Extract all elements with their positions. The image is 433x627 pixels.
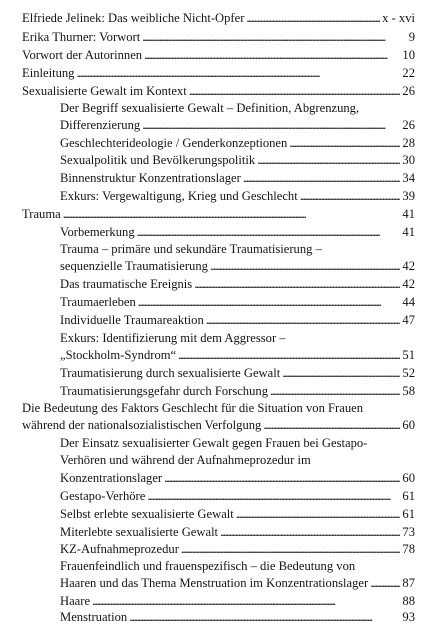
toc-entry-title: „Stockholm-Syndrom“ [60,348,177,362]
toc-entry-page: 28 [402,136,415,150]
toc-entry-page: 44 [402,295,415,309]
toc-entry-title: Geschlechterideologie / Genderkonzeptionen [60,136,288,150]
toc-entry-title: Haare [60,594,91,608]
toc-entry-page: x - xvi [382,11,415,25]
toc-entry-title-line1: Der Einsatz sexualisierter Gewalt gegen Frauen bei Gestapo- [60,436,368,450]
dot-leader [300,188,401,204]
toc-entry-page: 22 [402,66,415,80]
toc-entry-page: 34 [402,171,415,185]
toc-entry-traumatisierung-sexualisierte-gewalt[interactable] [0,365,433,381]
toc-entry-title-line1: Exkurs: Identifizierung mit dem Aggressor – [60,331,286,345]
toc-entry-title: Traumatisierungsgefahr durch Forschung [60,384,268,398]
toc-entry-gestapo-verhoere[interactable] [0,488,433,504]
dot-leader [142,117,400,133]
toc-entry-title: Traumatisierung durch sexualisierte Gewalt [60,366,281,380]
toc-entry-jelinek[interactable] [0,10,433,26]
toc-entry-selbst-erlebte-gewalt[interactable] [0,506,433,522]
toc-entry-title: Erika Thurner: Vorwort [22,30,141,44]
dot-leader [63,206,401,222]
toc-entry-einleitung[interactable] [0,65,433,81]
toc-entry-vorbemerkung[interactable] [0,224,433,240]
toc-entry-page: 26 [402,84,415,98]
dot-leader [257,152,400,168]
dot-leader [194,276,400,292]
dot-leader [92,593,400,609]
toc-entry-page: 10 [402,48,415,62]
dot-leader [142,29,406,45]
toc-entry-bedeutung-faktor-geschlecht[interactable] [0,400,433,434]
toc-entry-kz-aufnahmeprozedur[interactable] [0,541,433,557]
toc-entry-page: 47 [402,313,415,327]
toc-entry-page: 60 [402,471,415,485]
dot-leader [236,506,401,522]
toc-entry-title: Traumaerleben [60,295,136,309]
toc-entry-title: Gestapo-Verhöre [60,489,146,503]
toc-entry-title-line2: Verhören und während der Aufnahmeprozedur im [60,453,311,467]
toc-entry-title: KZ-Aufnahmeprozedur [60,542,179,556]
toc-entry-page: 61 [402,489,415,503]
toc-entry-vorwort-autorinnen[interactable] [0,47,433,63]
toc-entry-title: Selbst erlebte sexualisierte Gewalt [60,507,234,521]
toc-entry-page: 41 [402,207,415,221]
toc-entry-geschlechterideologie[interactable] [0,135,433,151]
dot-leader [129,609,400,625]
dot-leader [210,258,400,274]
dot-leader [189,83,401,99]
toc-entry-thurner[interactable] [0,29,433,45]
toc-entry-title: Individuelle Traumareaktion [60,313,204,327]
dot-leader [243,170,401,186]
toc-entry-page: 41 [402,225,415,239]
toc-entry-title: während der nationalsozialistischen Verfolgung [22,418,262,432]
toc-entry-page: 42 [402,277,415,291]
toc-entry-page: 9 [408,30,415,44]
toc-entry-page: 88 [402,594,415,608]
toc-entry-exkurs-aggressor[interactable] [0,330,433,364]
toc-entry-individuelle-traumareaktion[interactable] [0,312,433,328]
toc-entry-title: sequenzielle Traumatisierung [60,259,208,273]
toc-entry-title: Exkurs: Vergewaltigung, Krieg und Geschlecht [60,189,298,203]
dot-leader [137,224,401,240]
toc-entry-page: 78 [402,542,415,556]
dot-leader [220,524,400,540]
dot-leader [164,470,400,486]
dot-leader [181,541,401,557]
toc-entry-title: Binnenstruktur Konzentrationslager [60,171,241,185]
dot-leader [282,365,400,381]
toc-entry-sexualpolitik[interactable] [0,152,433,168]
toc-entry-title: Elfriede Jelinek: Das weibliche Nicht-Opfer [22,11,245,25]
toc-entry-begriff-sexualisierte-gewalt[interactable] [0,100,433,134]
toc-entry-traumaerleben[interactable] [0,294,433,310]
toc-entry-title-line1: Frauenfeindlich und frauenspezifisch – die Bedeutung von [60,559,356,573]
toc-entry-page: 73 [402,525,415,539]
toc-entry-traumatisches-ereignis[interactable] [0,276,433,292]
dot-leader [144,47,400,63]
toc-entry-sexualisierte-gewalt-kontext[interactable] [0,83,433,99]
toc-entry-menstruation[interactable] [0,609,433,627]
toc-entry-page: 93 [402,610,415,624]
dot-leader [263,417,400,433]
dot-leader [147,488,400,504]
toc-entry-page: 39 [402,189,415,203]
toc-entry-page: 52 [402,366,415,380]
toc-entry-einsatz-sexualisierter-gewalt[interactable] [0,435,433,487]
toc-entry-title: Differenzierung [60,118,141,132]
dot-leader [370,575,400,591]
toc-entry-title: Miterlebte sexualisierte Gewalt [60,525,219,539]
toc-entry-title-line1: Der Begriff sexualisierte Gewalt – Definition, Abgrenzung, [60,101,360,115]
toc-entry-title: Trauma [22,207,61,221]
toc-entry-page: 51 [402,348,415,362]
dot-leader [76,65,400,81]
dot-leader [270,383,400,399]
toc-entry-title-line1: Die Bedeutung des Faktors Geschlecht für die Situation von Frauen [22,401,364,415]
toc-entry-title: Vorbemerkung [60,225,135,239]
toc-entry-title: Einleitung [22,66,75,80]
toc-entry-page: 61 [402,507,415,521]
toc-entry-title: Vorwort der Autorinnen [22,48,143,62]
toc-entry-haare[interactable] [0,593,433,609]
dot-leader [206,312,401,328]
toc-entry-title: Konzentrationslager [60,471,163,485]
toc-entry-traumatisierungsgefahr[interactable] [0,383,433,399]
toc-entry-binnenstruktur[interactable] [0,170,433,186]
toc-entry-title: Sexualisierte Gewalt im Kontext [22,84,187,98]
toc-entry-title-line1: Trauma – primäre und sekundäre Traumatisierung – [60,242,322,256]
toc-entry-frauenfeindlich[interactable] [0,558,433,592]
toc-entry-page: 60 [402,418,415,432]
toc-entry-page: 58 [402,384,415,398]
toc-entry-exkurs-vergewaltigung[interactable] [0,188,433,204]
dot-leader [178,347,400,363]
toc-entry-page: 87 [402,576,415,590]
toc-entry-page: 42 [402,259,415,273]
dot-leader [289,135,400,151]
toc-entry-title: Haaren und das Thema Menstruation im Konzentrationslager [60,576,369,590]
toc-entry-trauma[interactable] [0,206,433,222]
toc-entry-title: Sexualpolitik und Bevölkerungspolitik [60,153,256,167]
dot-leader [138,294,401,310]
toc-entry-miterlebte-gewalt[interactable] [0,524,433,540]
toc-entry-page: 30 [402,153,415,167]
toc-entry-page: 26 [402,118,415,132]
dot-leader [246,10,380,26]
toc-entry-trauma-primaer-sekundaer[interactable] [0,241,433,275]
toc-entry-title: Menstruation [60,610,128,624]
toc-entry-title: Das traumatische Ereignis [60,277,193,291]
